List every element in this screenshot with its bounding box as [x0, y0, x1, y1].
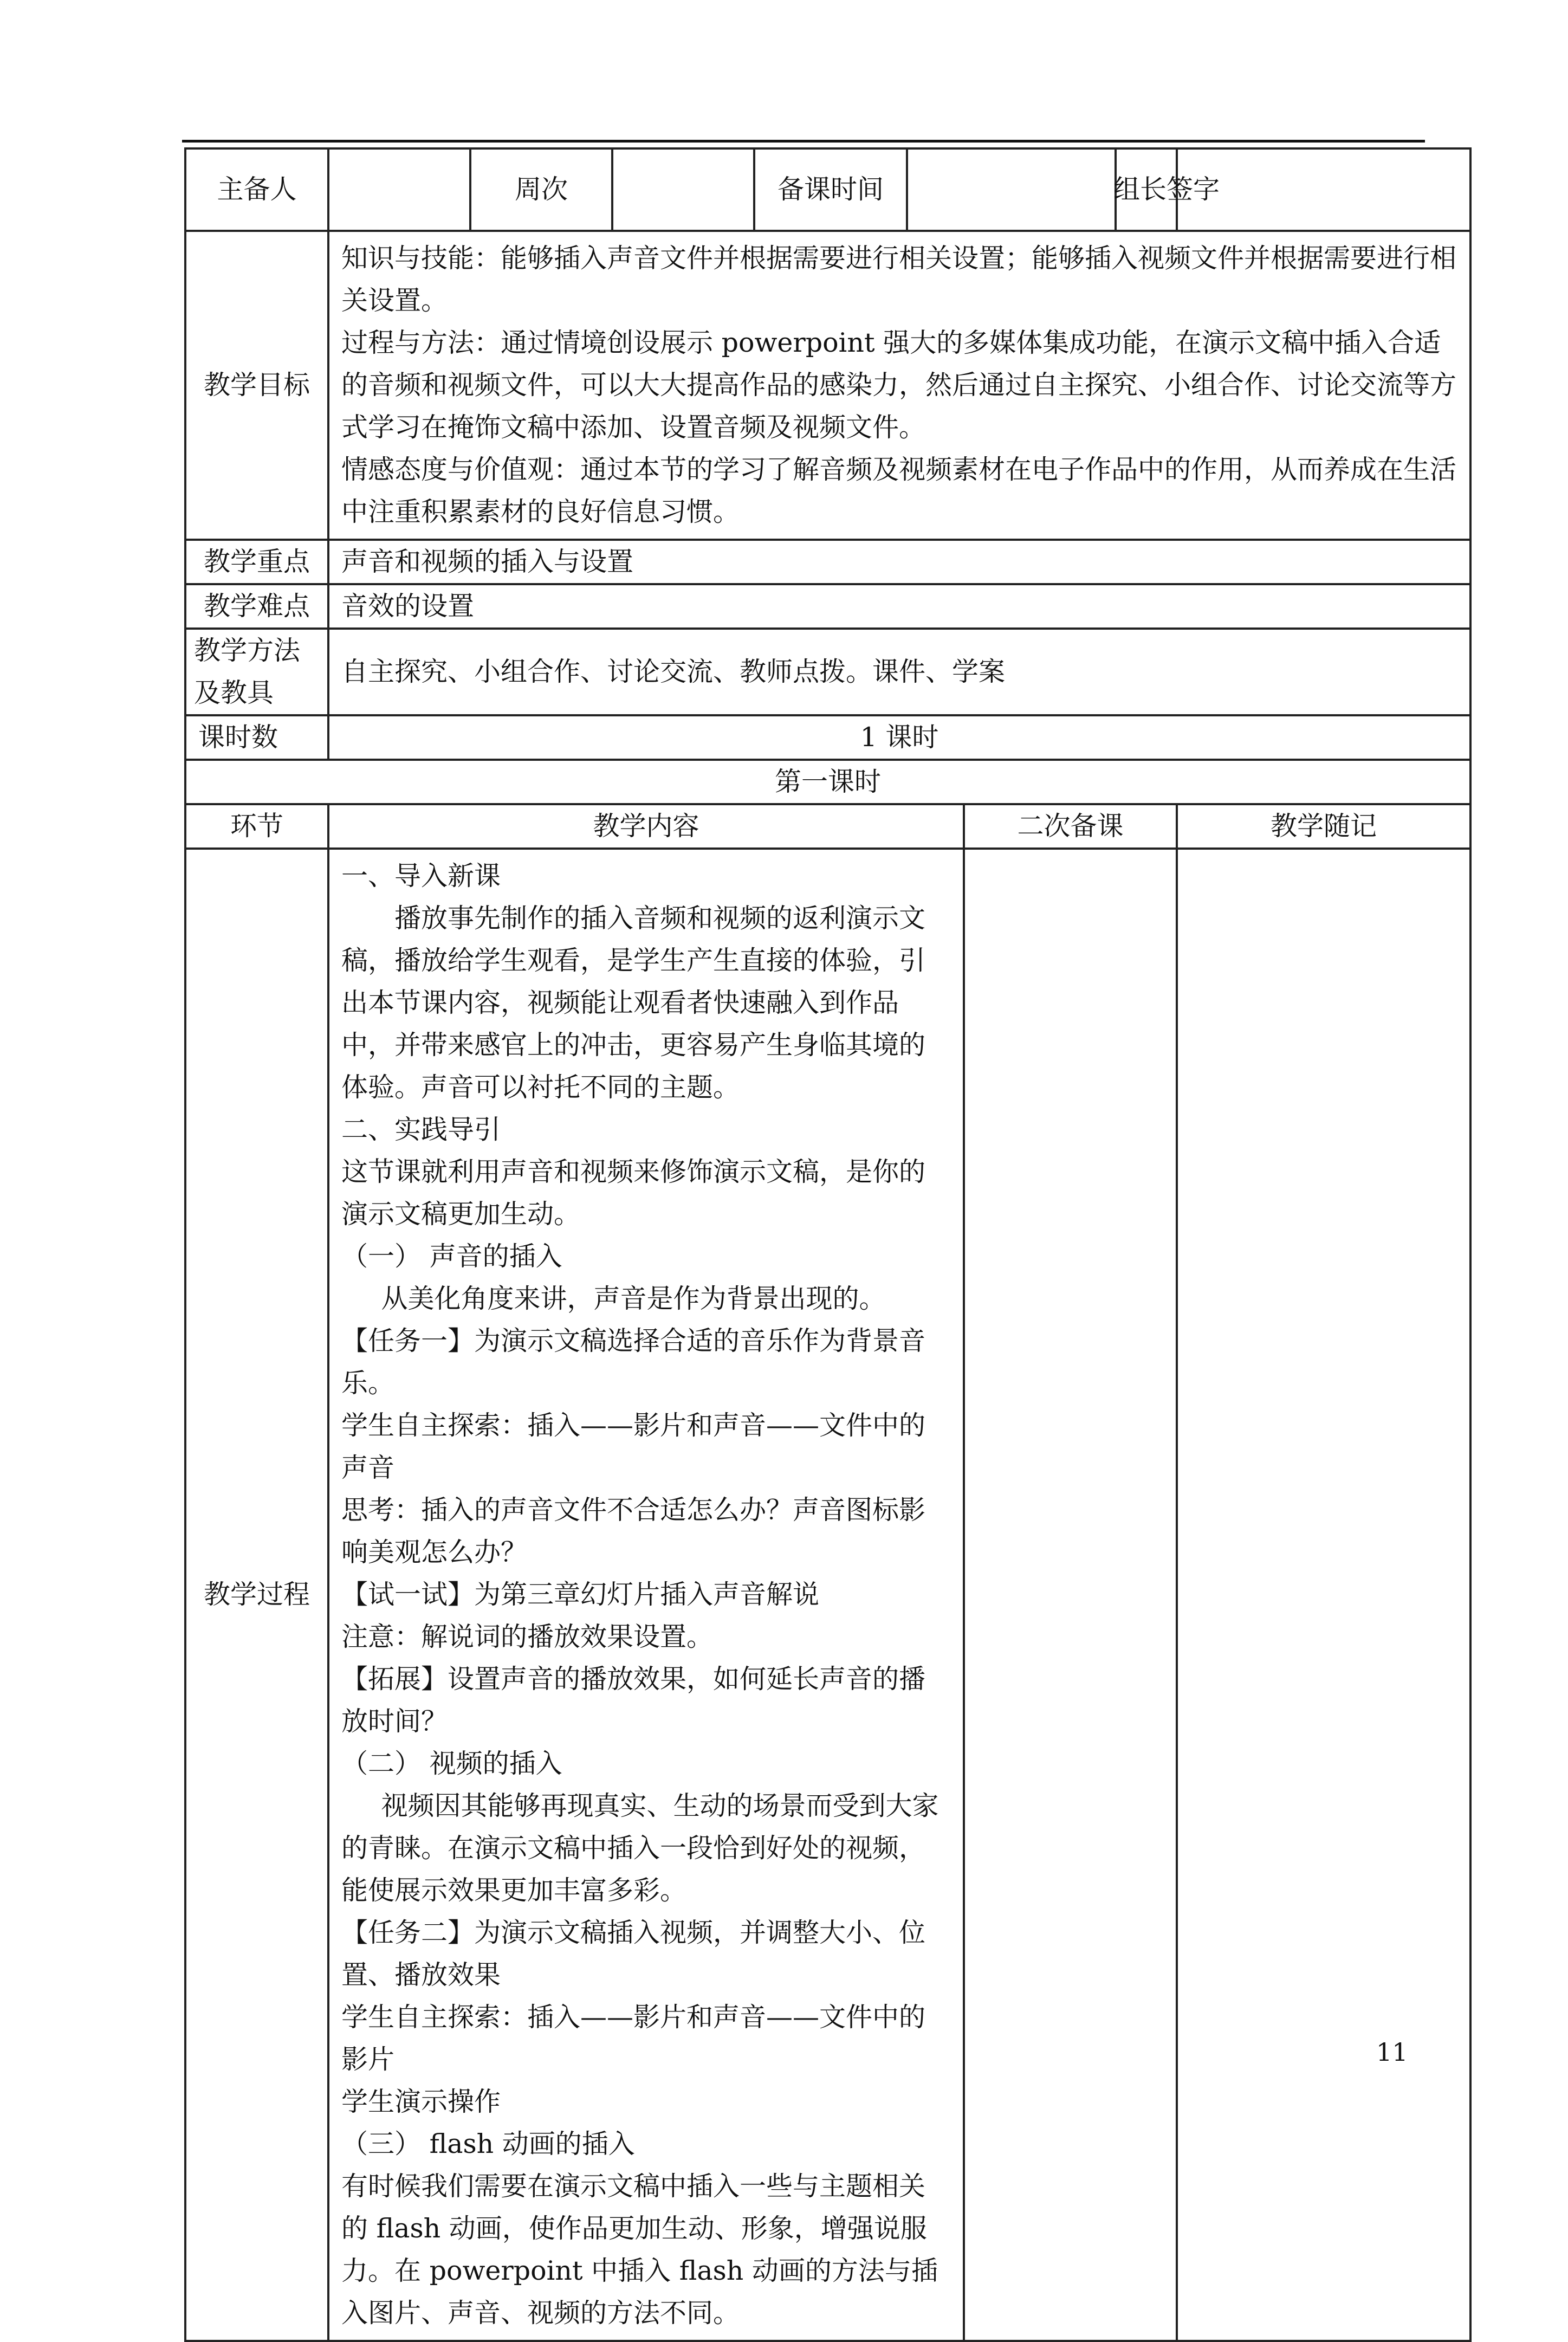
preparer-value: [328, 148, 470, 231]
hours-value: 1 课时: [328, 715, 1470, 760]
methods-value: 自主探究、小组合作、讨论交流、教师点拨。课件、学案: [328, 629, 1470, 715]
lesson-title-row: [185, 760, 1470, 804]
week-label: 周次: [470, 148, 612, 231]
process-line-demo: 学生演示操作: [341, 2086, 501, 2117]
key-point-label: 教学重点: [185, 540, 328, 584]
leader-sign-label: 组长签字: [1116, 148, 1177, 231]
process-label: 教学过程: [185, 849, 328, 2341]
lesson-title: 第一课时: [185, 760, 1470, 804]
methods-row: [185, 629, 1470, 715]
column-second-prep: 二次备课: [964, 804, 1177, 849]
column-notes: 教学随记: [1177, 804, 1470, 849]
process-line-note: 注意：解说词的播放效果设置。: [341, 1621, 714, 1652]
methods-label: 教学方法及教具: [185, 629, 328, 715]
process-line-explore1: 学生自主探索：插入——影片和声音——文件中的声音: [341, 1410, 926, 1483]
notes-cell: [1177, 849, 1470, 2341]
process-line-flash-heading: （三） flash 动画的插入: [341, 2128, 635, 2159]
process-line-try: 【试一试】为第三章幻灯片插入声音解说: [341, 1579, 820, 1610]
process-line-sound-heading: （一） 声音的插入: [341, 1241, 562, 1272]
process-line-extend: 【拓展】设置声音的播放效果，如何延长声音的播放时间？: [341, 1664, 926, 1737]
header-rule: [182, 140, 1425, 143]
prep-time-label: 备课时间: [754, 148, 907, 231]
difficulty-row: [185, 584, 1470, 629]
process-line-flash-text: 有时候我们需要在演示文稿中插入一些与主题相关的 flash 动画，使作品更加生动、形象，增强说服力。在 powerpoint 中插入 flash 动画的方法与插入图片、声音、视频的方法不同。: [341, 2171, 938, 2328]
hours-row: [185, 715, 1470, 760]
page-number: 11: [1376, 2037, 1408, 2067]
goals-knowledge: 知识与技能：能够插入声音文件并根据需要进行相关设置；能够插入视频文件并根据需要进行相关设置。: [341, 243, 1457, 316]
goals-process: 过程与方法：通过情境创设展示 powerpoint 强大的多媒体集成功能，在演示文稿中插入合适的音频和视频文件，可以大大提高作品的感染力，然后通过自主探究、小组合作、讨论交流等方式学习在掩饰文稿中添加、设置音频及视频文件。: [341, 327, 1457, 443]
process-line-practice-text: 这节课就利用声音和视频来修饰演示文稿，是你的演示文稿更加生动。: [341, 1156, 926, 1230]
goals-row: [185, 231, 1470, 540]
difficulty-value: 音效的设置: [328, 584, 1470, 629]
lesson-plan-table: [184, 147, 1472, 2342]
columns-header-row: [185, 804, 1470, 849]
prep-time-value: [907, 148, 1116, 231]
goals-emotion: 情感态度与价值观：通过本节的学习了解音频及视频素材在电子作品中的作用，从而养成在生活中注重积累素材的良好信息习惯。: [341, 454, 1457, 527]
process-content: [328, 849, 964, 2341]
process-line-practice-heading: 二、实践导引: [341, 1114, 501, 1145]
process-line-intro-text: 播放事先制作的插入音频和视频的返利演示文稿，播放给学生观看，是学生产生直接的体验，引出本节课内容，视频能让观看者快速融入到作品中，并带来感官上的冲击，更容易产生身临其境的体验。声音可以衬托不同的主题。: [341, 903, 926, 1103]
process-line-explore2: 学生自主探索：插入——影片和声音——文件中的影片: [341, 2002, 926, 2075]
header-row: [185, 148, 1470, 231]
process-line-sound-intro: 从美化角度来讲，声音是作为背景出现的。: [381, 1283, 886, 1314]
process-row: [185, 849, 1470, 2341]
process-line-task1: 【任务一】为演示文稿选择合适的音乐作为背景音乐。: [341, 1325, 926, 1399]
process-line-video-intro: 视频因其能够再现真实、生动的场景而受到大家的青睐。在演示文稿中插入一段恰到好处的视频，能使展示效果更加丰富多彩。: [341, 1790, 939, 1906]
process-line-intro-heading: 一、导入新课: [341, 861, 501, 891]
week-value: [612, 148, 754, 231]
goals-content: [328, 231, 1470, 540]
key-point-value: 声音和视频的插入与设置: [328, 540, 1470, 584]
preparer-label: 主备人: [185, 148, 328, 231]
process-line-video-heading: （二） 视频的插入: [341, 1748, 562, 1779]
hours-label: 课时数: [185, 715, 328, 760]
process-line-think: 思考：插入的声音文件不合适怎么办？声音图标影响美观怎么办？: [341, 1495, 926, 1568]
second-prep-cell: [964, 849, 1177, 2341]
leader-sign-value: [1177, 148, 1470, 231]
column-stage: 环节: [185, 804, 328, 849]
column-content: 教学内容: [328, 804, 964, 849]
difficulty-label: 教学难点: [185, 584, 328, 629]
key-point-row: [185, 540, 1470, 584]
goals-label: 教学目标: [185, 231, 328, 540]
process-line-task2: 【任务二】为演示文稿插入视频，并调整大小、位置、播放效果: [341, 1917, 926, 1990]
